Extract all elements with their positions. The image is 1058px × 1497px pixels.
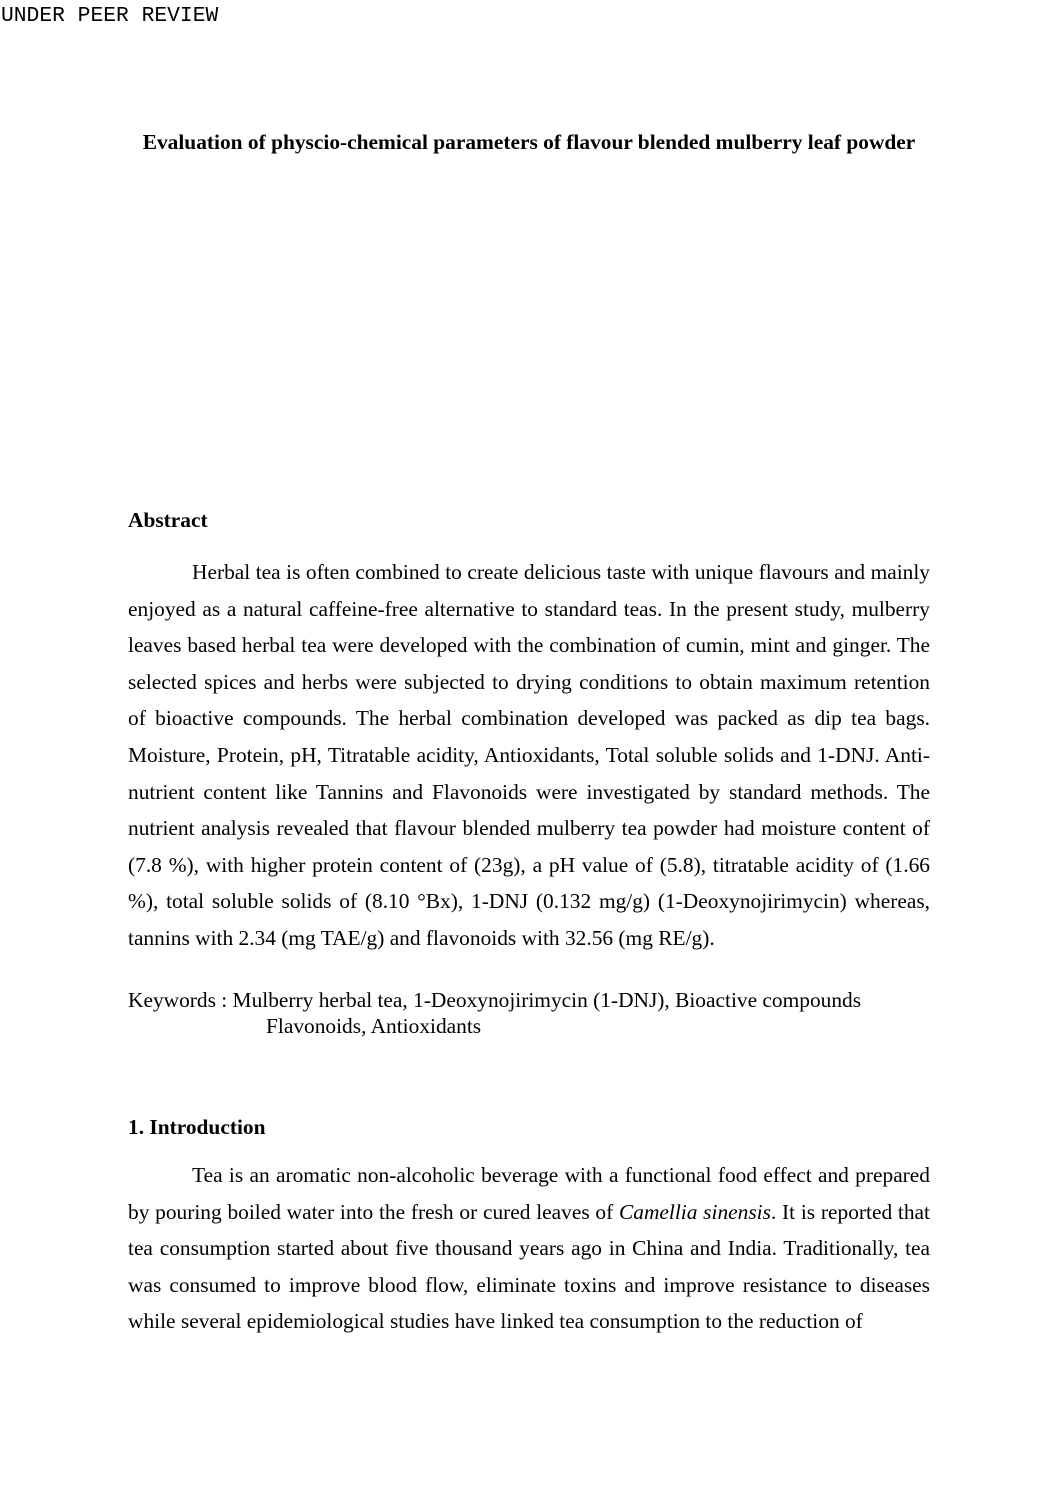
introduction-text-after-species: . It is reported that tea consumption started about five thousand years ago in China and India. Traditionally, tea was consumed to improve blood flow, eliminate toxins and improve resistance to diseases while several epidemiological studies have linked tea consumption to the reduction of: [128, 1199, 930, 1334]
abstract-heading: Abstract: [128, 508, 208, 532]
paper-title: Evaluation of physcio-chemical parameters of flavour blended mulberry leaf powder: [142, 130, 916, 154]
keywords-line: Keywords : Mulberry herbal tea, 1-Deoxynojirimycin (1-DNJ), Bioactive compounds: [128, 988, 862, 1012]
peer-review-watermark: UNDER PEER REVIEW: [1, 4, 219, 28]
species-name: Camellia sinensis: [619, 1199, 771, 1224]
introduction-text-before-species: Tea is an aromatic non-alcoholic beverage with a functional food effect and prepared by pouring boiled water into the fresh or cured leaves of: [128, 1163, 930, 1224]
keywords-continuation-line: Flavonoids, Antioxidants: [266, 1013, 482, 1038]
introduction-heading: 1. Introduction: [128, 1115, 266, 1139]
abstract-paragraph: Herbal tea is often combined to create delicious taste with unique flavours and mainly enjoyed as a natural caffeine-free alternative to standard teas. In the present study, mulberry leaves based herbal tea were developed with the combination of cumin, mint and ginger. The selected spices and herbs were subjected to drying conditions to obtain maximum retention of bioactive compounds. The herbal combination developed was packed as dip tea bags. Moisture, Protein, pH, Titratable acidity, Antioxidants, Total soluble solids and 1-DNJ. Anti-nutrient content like Tannins and Flavonoids were investigated by standard methods. The nutrient analysis revealed that flavour blended mulberry tea powder had moisture content of (7.8 %), with higher protein content of (23g), a pH value of (5.8), titratable acidity of (1.66 %), total soluble solids of (8.10 °Bx), 1-DNJ (0.132 mg/g) (1-Deoxynojirimycin) whereas, tannins with 2.34 (mg TAE/g) and flavonoids with 32.56 (mg RE/g).: [128, 560, 930, 950]
introduction-paragraph: [128, 1157, 930, 1340]
keywords-block: [128, 988, 930, 1039]
